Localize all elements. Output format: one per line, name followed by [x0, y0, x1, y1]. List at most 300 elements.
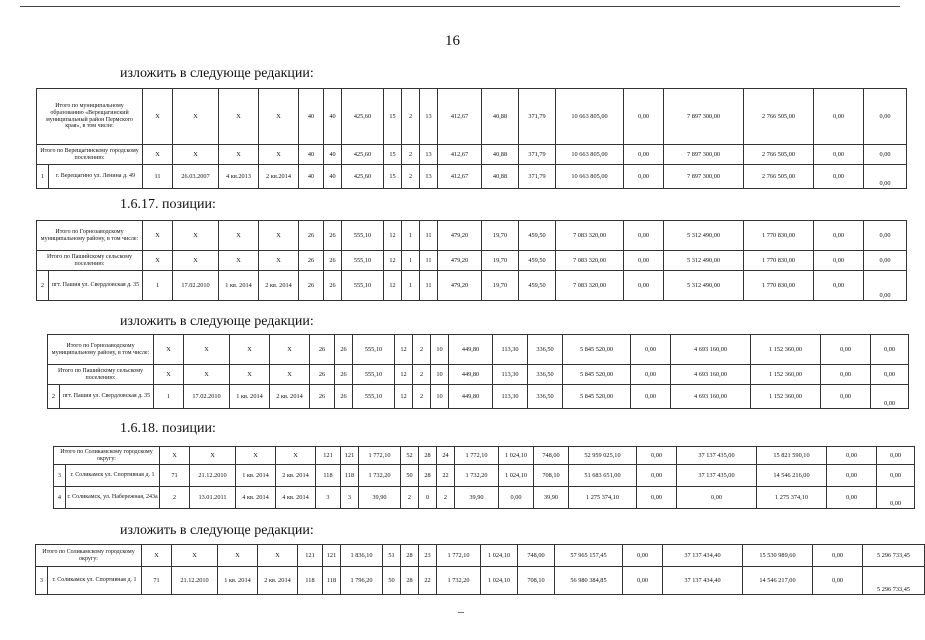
row-number: 3	[36, 567, 48, 595]
value-cell: 2	[413, 365, 431, 385]
value-cell: 0,00	[499, 487, 534, 509]
value-cell: 1 772,10	[359, 447, 401, 465]
value-cell: 37 137 434,40	[663, 545, 743, 567]
value-cell: 425,60	[342, 89, 384, 145]
value-cell: 26	[335, 365, 353, 385]
value-cell: 26	[310, 365, 335, 385]
value-cell: 4 693 160,00	[671, 335, 751, 365]
row-label: Итого по Верещагинскому городскому поселению:	[37, 145, 143, 165]
value-cell: X	[236, 447, 276, 465]
value-cell: 1	[402, 271, 420, 301]
value-cell: 10	[431, 335, 449, 365]
value-cell: 15 530 989,60	[743, 545, 813, 567]
value-cell: 4 693 160,00	[671, 385, 751, 409]
value-cell: 0,00	[827, 487, 877, 509]
value-cell: 57 965 157,45	[555, 545, 623, 567]
value-cell: X	[258, 545, 298, 567]
value-cell: 555,10	[353, 365, 395, 385]
value-cell: 71	[160, 465, 190, 487]
value-cell: X	[184, 365, 230, 385]
value-cell: 5 845 520,00	[563, 335, 631, 365]
row-number: 3	[54, 465, 66, 487]
value-cell: 5 845 520,00	[563, 365, 631, 385]
value-cell: 10 663 805,00	[556, 165, 624, 189]
value-cell: 21.12.2010	[190, 465, 236, 487]
value-cell: 17.02.2010	[173, 271, 219, 301]
value-cell: X	[270, 335, 310, 365]
address-cell: г. Соликамск ул. Спортивная д. 1	[66, 465, 160, 487]
value-cell: 0,00	[637, 447, 677, 465]
value-cell: 0,00	[624, 271, 664, 301]
value-cell: 13.01.2011	[190, 487, 236, 509]
value-cell: 449,80	[449, 335, 493, 365]
value-cell: 5 296 733,45	[863, 545, 925, 567]
value-cell: 555,10	[353, 385, 395, 409]
value-cell: 4 кв. 2014	[236, 487, 276, 509]
value-cell: 0,00	[821, 365, 871, 385]
value-cell: 40,88	[482, 145, 519, 165]
value-cell: 13	[420, 165, 438, 189]
address-cell: пгт. Пашия ул. Свердловская д. 35	[49, 271, 143, 301]
value-cell: 2 766 505,00	[744, 165, 814, 189]
value-cell: 118	[323, 567, 341, 595]
value-cell: 449,80	[449, 365, 493, 385]
value-cell: 71	[142, 567, 172, 595]
value-cell: 0,00	[624, 251, 664, 271]
value-cell: 4 693 160,00	[671, 365, 751, 385]
value-cell: 2	[160, 487, 190, 509]
value-cell: 28	[419, 447, 437, 465]
value-cell: 5 845 520,00	[563, 385, 631, 409]
value-cell: 51	[383, 545, 401, 567]
row-label: Итого по муниципальному образованию «Верещагинский муниципальный район Пермского края», в том числе:	[37, 89, 143, 145]
value-cell: 26	[310, 335, 335, 365]
value-cell: 336,50	[528, 385, 563, 409]
value-cell: 2	[413, 385, 431, 409]
value-cell: X	[230, 365, 270, 385]
value-cell: 1	[402, 251, 420, 271]
value-cell: 51 683 651,00	[569, 465, 637, 487]
value-cell: 2 766 505,00	[744, 145, 814, 165]
value-cell: 0,00	[677, 487, 757, 509]
value-cell: 449,80	[449, 385, 493, 409]
value-cell: 121	[298, 545, 323, 567]
value-cell: 5 296 733,45	[863, 567, 925, 595]
value-cell: 50	[401, 465, 419, 487]
value-cell: 0,00	[864, 89, 907, 145]
table-row	[37, 271, 907, 301]
value-cell: 26	[324, 251, 342, 271]
value-cell: 7 897 300,00	[664, 145, 744, 165]
value-cell: 0,00	[864, 251, 907, 271]
table-row	[37, 89, 907, 145]
value-cell: 28	[401, 567, 419, 595]
value-cell: 425,60	[342, 165, 384, 189]
value-cell: 11	[420, 221, 438, 251]
table-row	[37, 165, 907, 189]
value-cell: 15	[384, 89, 402, 145]
value-cell: 1 836,10	[341, 545, 383, 567]
value-cell: X	[259, 145, 299, 165]
value-cell: X	[143, 89, 173, 145]
value-cell: 479,20	[438, 221, 482, 251]
value-cell: 0,00	[814, 271, 864, 301]
value-cell: 412,67	[438, 145, 482, 165]
table-solikamsk-new	[35, 544, 925, 595]
value-cell: 425,60	[342, 145, 384, 165]
value-cell: X	[218, 545, 258, 567]
value-cell: 52 959 025,10	[569, 447, 637, 465]
value-cell: 113,30	[493, 385, 528, 409]
value-cell: X	[219, 89, 259, 145]
table-row	[36, 567, 925, 595]
heading-section-1618: 1.6.18. позиции:	[120, 421, 216, 436]
value-cell: 479,20	[438, 251, 482, 271]
value-cell: 2 кв. 2014	[259, 271, 299, 301]
value-cell: X	[143, 251, 173, 271]
value-cell: 39,90	[534, 487, 569, 509]
value-cell: 0,00	[623, 545, 663, 567]
value-cell: 0	[419, 487, 437, 509]
value-cell: 0,00	[624, 89, 664, 145]
value-cell: X	[160, 447, 190, 465]
value-cell: X	[259, 221, 299, 251]
value-cell: 40,88	[482, 89, 519, 145]
value-cell: 0,00	[813, 545, 863, 567]
value-cell: 0,00	[631, 385, 671, 409]
value-cell: 0,00	[637, 487, 677, 509]
value-cell: 2 кв. 2014	[258, 567, 298, 595]
value-cell: 1 024,10	[499, 447, 534, 465]
value-cell: 50	[383, 567, 401, 595]
value-cell: 748,00	[518, 545, 555, 567]
value-cell: 2	[413, 335, 431, 365]
value-cell: 40	[299, 89, 324, 145]
value-cell: 7 897 300,00	[664, 89, 744, 145]
value-cell: 0,00	[877, 465, 915, 487]
value-cell: 14 546 216,00	[757, 465, 827, 487]
value-cell: 0,00	[864, 165, 907, 189]
table-row	[36, 545, 925, 567]
value-cell: 555,10	[353, 335, 395, 365]
table-row	[37, 221, 907, 251]
value-cell: 118	[316, 465, 341, 487]
value-cell: 11	[420, 271, 438, 301]
value-cell: 10 663 805,00	[556, 145, 624, 165]
value-cell: X	[173, 89, 219, 145]
value-cell: 479,20	[438, 271, 482, 301]
value-cell: 2	[437, 487, 455, 509]
value-cell: 39,90	[359, 487, 401, 509]
value-cell: 0,00	[827, 447, 877, 465]
value-cell: 708,10	[518, 567, 555, 595]
value-cell: X	[270, 365, 310, 385]
value-cell: 2 кв.2014	[259, 165, 299, 189]
row-label: Итого по Пашийскому сельскому поселению:	[37, 251, 143, 271]
value-cell: 4 кв.2013	[219, 165, 259, 189]
value-cell: 12	[395, 335, 413, 365]
value-cell: 3	[341, 487, 359, 509]
value-cell: 26	[324, 271, 342, 301]
value-cell: 412,67	[438, 165, 482, 189]
value-cell: X	[154, 365, 184, 385]
row-number: 1	[37, 165, 49, 189]
value-cell: 15	[384, 145, 402, 165]
value-cell: 39,90	[455, 487, 499, 509]
table-row	[48, 365, 909, 385]
address-cell: г. Соликамск, ул. Набережная, 243а	[66, 487, 160, 509]
value-cell: 37 137 435,00	[677, 465, 757, 487]
value-cell: 5 312 490,00	[664, 221, 744, 251]
value-cell: 26	[310, 385, 335, 409]
value-cell: 1 152 360,00	[751, 335, 821, 365]
value-cell: 26	[299, 221, 324, 251]
value-cell: 412,67	[438, 89, 482, 145]
value-cell: 12	[395, 385, 413, 409]
value-cell: 19,70	[482, 221, 519, 251]
table-row	[48, 335, 909, 365]
row-number: 2	[37, 271, 49, 301]
value-cell: 0,00	[877, 447, 915, 465]
value-cell: 1 772,10	[455, 447, 499, 465]
value-cell: X	[143, 145, 173, 165]
value-cell: X	[173, 251, 219, 271]
value-cell: 459,50	[519, 251, 556, 271]
value-cell: 7 083 320,00	[556, 221, 624, 251]
row-label: Итого по Пашийскому сельскому поселению:	[48, 365, 154, 385]
value-cell: 5 312 490,00	[664, 271, 744, 301]
value-cell: 26	[335, 385, 353, 409]
value-cell: X	[184, 335, 230, 365]
value-cell: 336,50	[528, 335, 563, 365]
value-cell: 1 732,20	[359, 465, 401, 487]
value-cell: 7 897 300,00	[664, 165, 744, 189]
value-cell: 459,50	[519, 221, 556, 251]
value-cell: 1 770 830,00	[744, 251, 814, 271]
value-cell: 52	[401, 447, 419, 465]
row-label: Итого по Соликамскому городскому округу:	[54, 447, 160, 465]
value-cell: 40	[324, 145, 342, 165]
value-cell: 121	[341, 447, 359, 465]
value-cell: 10	[431, 365, 449, 385]
table-row	[48, 385, 909, 409]
value-cell: 37 137 434,40	[663, 567, 743, 595]
heading-amend-3: изложить в следующе редакции:	[120, 523, 314, 538]
value-cell: 555,10	[342, 221, 384, 251]
value-cell: 0,00	[871, 335, 909, 365]
value-cell: 0,00	[814, 221, 864, 251]
value-cell: 56 980 384,85	[555, 567, 623, 595]
value-cell: X	[172, 545, 218, 567]
value-cell: X	[173, 221, 219, 251]
value-cell: 26	[335, 335, 353, 365]
value-cell: X	[173, 145, 219, 165]
value-cell: 0,00	[864, 271, 907, 301]
value-cell: 37 137 435,00	[677, 447, 757, 465]
value-cell: 1 796,20	[341, 567, 383, 595]
value-cell: 7 083 320,00	[556, 251, 624, 271]
address-cell: пгт. Пашия ул. Свердловская д. 35	[60, 385, 154, 409]
value-cell: 1 152 360,00	[751, 385, 821, 409]
address-cell: г. Соликамск ул. Спортивная д. 1	[48, 567, 142, 595]
value-cell: 121	[316, 447, 341, 465]
value-cell: 0,00	[624, 145, 664, 165]
table-verechagino-old	[36, 88, 907, 189]
table-solikamsk-old	[53, 446, 915, 509]
value-cell: 371,79	[519, 165, 556, 189]
value-cell: X	[259, 251, 299, 271]
value-cell: 12	[395, 365, 413, 385]
value-cell: 0,00	[631, 335, 671, 365]
value-cell: 1 024,10	[499, 465, 534, 487]
value-cell: 22	[437, 465, 455, 487]
value-cell: 1	[402, 221, 420, 251]
value-cell: 23	[419, 545, 437, 567]
value-cell: 1 кв. 2014	[236, 465, 276, 487]
value-cell: 2	[401, 487, 419, 509]
value-cell: 10	[431, 385, 449, 409]
value-cell: 2 766 505,00	[744, 89, 814, 145]
value-cell: 15	[384, 165, 402, 189]
value-cell: 0,00	[871, 365, 909, 385]
address-cell: г. Верещагино ул. Ленина д. 49	[49, 165, 143, 189]
value-cell: 40,88	[482, 165, 519, 189]
value-cell: 24	[437, 447, 455, 465]
value-cell: 1 770 830,00	[744, 221, 814, 251]
value-cell: 118	[298, 567, 323, 595]
value-cell: 3	[316, 487, 341, 509]
table-row	[54, 447, 915, 465]
heading-section-1617: 1.6.17. позиции:	[120, 197, 216, 212]
value-cell: 0,00	[624, 221, 664, 251]
value-cell: 0,00	[827, 465, 877, 487]
value-cell: 22	[419, 567, 437, 595]
value-cell: 0,00	[813, 567, 863, 595]
value-cell: X	[143, 221, 173, 251]
value-cell: 11	[143, 165, 173, 189]
value-cell: 0,00	[624, 165, 664, 189]
value-cell: 11	[420, 251, 438, 271]
value-cell: 1 кв. 2014	[230, 385, 270, 409]
value-cell: 40	[324, 89, 342, 145]
top-rule	[20, 6, 900, 7]
heading-amend-1: изложить в следующе редакции:	[120, 66, 314, 81]
value-cell: 113,30	[493, 335, 528, 365]
value-cell: 0,00	[864, 221, 907, 251]
value-cell: 19,70	[482, 271, 519, 301]
value-cell: 1 732,20	[437, 567, 481, 595]
value-cell: 10 663 805,00	[556, 89, 624, 145]
value-cell: 2	[402, 165, 420, 189]
value-cell: 13	[420, 89, 438, 145]
value-cell: 118	[341, 465, 359, 487]
value-cell: 28	[419, 465, 437, 487]
value-cell: 708,10	[534, 465, 569, 487]
table-row	[54, 465, 915, 487]
heading-amend-2: изложить в следующе редакции:	[120, 314, 314, 329]
table-gornozavodsk-old	[36, 220, 907, 301]
value-cell: 12	[384, 251, 402, 271]
value-cell: 19,70	[482, 251, 519, 271]
value-cell: 26	[299, 271, 324, 301]
value-cell: 459,50	[519, 271, 556, 301]
page-number: 16	[445, 33, 460, 49]
value-cell: 21.12.2010	[172, 567, 218, 595]
value-cell: X	[276, 447, 316, 465]
table-row	[54, 487, 915, 509]
value-cell: 28	[401, 545, 419, 567]
value-cell: 1 024,10	[481, 567, 518, 595]
value-cell: 336,50	[528, 365, 563, 385]
value-cell: 40	[324, 165, 342, 189]
value-cell: 371,79	[519, 145, 556, 165]
value-cell: X	[219, 251, 259, 271]
value-cell: 26	[299, 251, 324, 271]
value-cell: 2	[402, 89, 420, 145]
value-cell: 2 кв. 2014	[276, 465, 316, 487]
value-cell: 7 083 320,00	[556, 271, 624, 301]
row-label: Итого по Соликамскому городскому округу:	[36, 545, 142, 567]
value-cell: 0,00	[814, 145, 864, 165]
value-cell: 1 кв. 2014	[218, 567, 258, 595]
value-cell: 1 770 830,00	[744, 271, 814, 301]
value-cell: 0,00	[871, 385, 909, 409]
value-cell: 0,00	[814, 89, 864, 145]
value-cell: 0,00	[821, 385, 871, 409]
value-cell: 1 772,10	[437, 545, 481, 567]
value-cell: 371,79	[519, 89, 556, 145]
value-cell: 40	[299, 165, 324, 189]
value-cell: X	[259, 89, 299, 145]
value-cell: X	[219, 221, 259, 251]
value-cell: 12	[384, 271, 402, 301]
value-cell: 26	[324, 221, 342, 251]
value-cell: 13	[420, 145, 438, 165]
value-cell: 121	[323, 545, 341, 567]
value-cell: 0,00	[821, 335, 871, 365]
value-cell: 113,30	[493, 365, 528, 385]
value-cell: 555,10	[342, 271, 384, 301]
value-cell: 5 312 490,00	[664, 251, 744, 271]
value-cell: 1	[143, 271, 173, 301]
value-cell: 0,00	[637, 465, 677, 487]
value-cell: X	[190, 447, 236, 465]
value-cell: 1 кв. 2014	[219, 271, 259, 301]
value-cell: 1 024,10	[481, 545, 518, 567]
value-cell: X	[154, 335, 184, 365]
value-cell: 0,00	[864, 145, 907, 165]
row-number: 2	[48, 385, 60, 409]
value-cell: 12	[384, 221, 402, 251]
value-cell: 0,00	[877, 487, 915, 509]
value-cell: 40	[299, 145, 324, 165]
value-cell: 1 732,20	[455, 465, 499, 487]
value-cell: 0,00	[814, 251, 864, 271]
value-cell: 2	[402, 145, 420, 165]
row-label: Итого по Горнозаводскому муниципальному району, в том числе:	[48, 335, 154, 365]
table-row	[37, 145, 907, 165]
row-label: Итого по Горнозаводскому муниципальному району, в том числе:	[37, 221, 143, 251]
value-cell: 0,00	[814, 165, 864, 189]
value-cell: 555,10	[342, 251, 384, 271]
value-cell: 1 152 360,00	[751, 365, 821, 385]
value-cell: 748,00	[534, 447, 569, 465]
table-row	[37, 251, 907, 271]
value-cell: X	[230, 335, 270, 365]
value-cell: 4 кв. 2014	[276, 487, 316, 509]
value-cell: 0,00	[623, 567, 663, 595]
value-cell: 0,00	[631, 365, 671, 385]
